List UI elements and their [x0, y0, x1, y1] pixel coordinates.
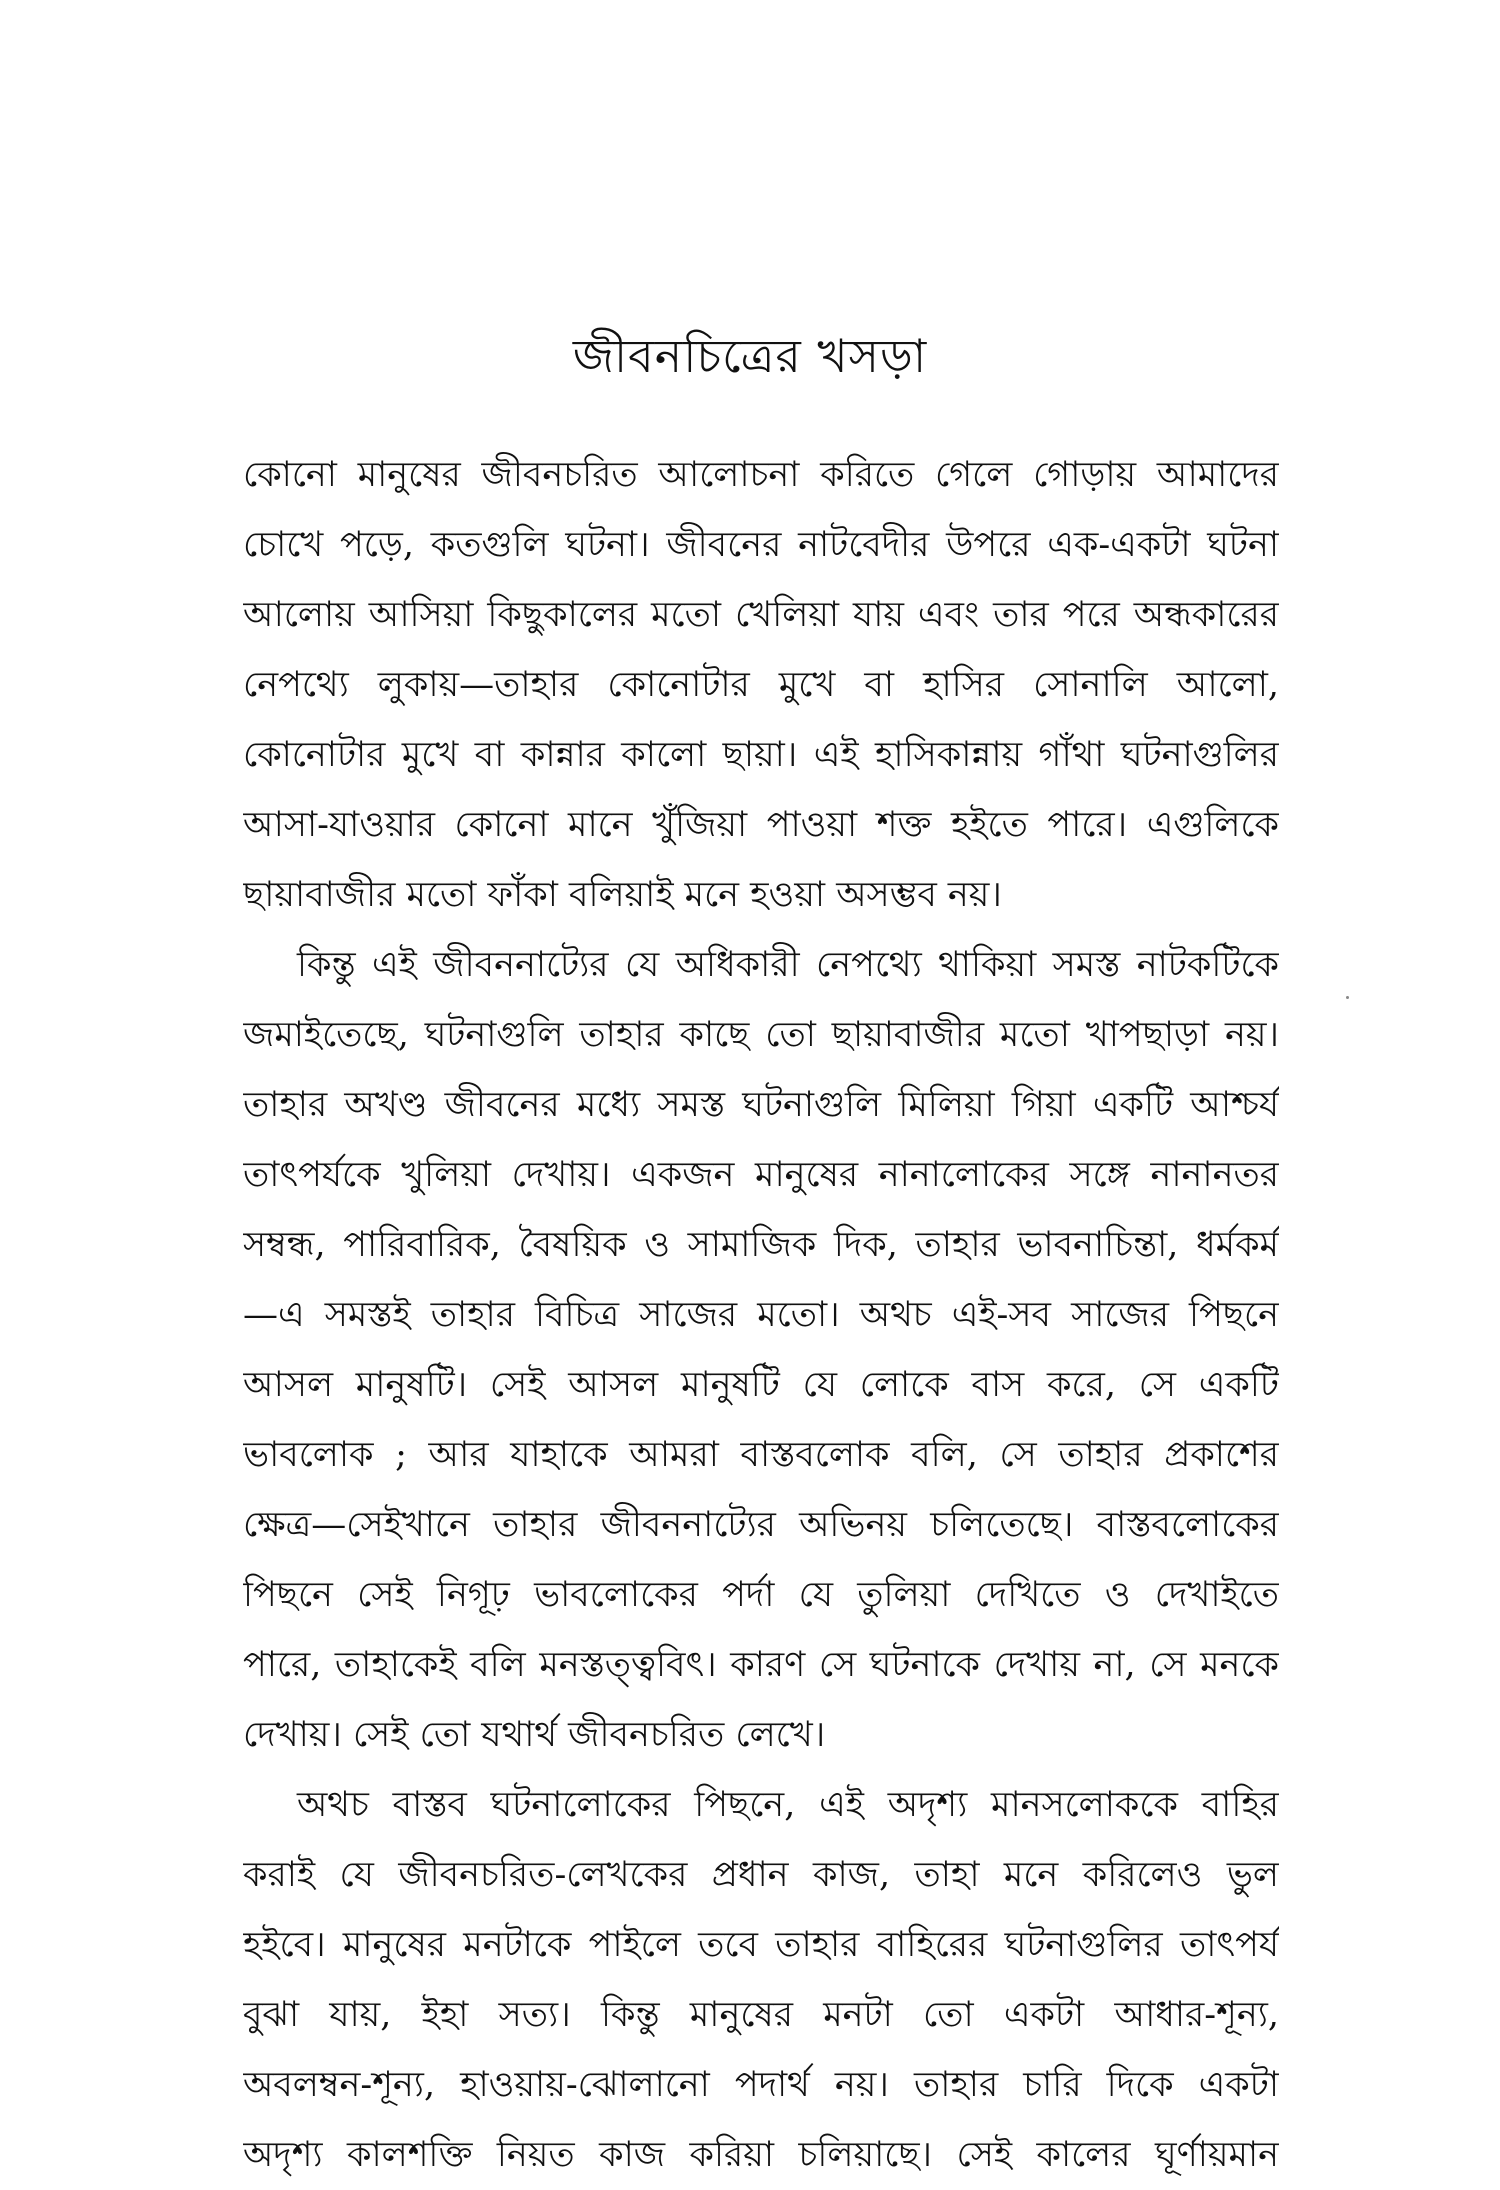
text-line: ভাবলোক ; আর যাহাকে আমরা বাস্তবলোক বলি, সে তাহার প্রকাশের — [243, 1435, 1279, 1475]
text-line: —এ সমস্তই তাহার বিচিত্র সাজের মতো। অথচ এই-সব সাজের পিছনে — [243, 1295, 1279, 1335]
text-line: আসা-যাওয়ার কোনো মানে খুঁজিয়া পাওয়া শক্ত হইতে পারে। এগুলিকে — [243, 805, 1279, 845]
paragraph-3 — [243, 1770, 1279, 2190]
text-line: করাই যে জীবনচরিত-লেখকের প্রধান কাজ, তাহা মনে করিলেও ভুল — [243, 1855, 1279, 1895]
text-line: জমাইতেছে, ঘটনাগুলি তাহার কাছে তো ছায়াবাজীর মতো খাপছাড়া নয়। — [243, 1015, 1279, 1055]
text-line: দেখায়। সেই তো যথার্থ জীবনচরিত লেখে। — [243, 1715, 826, 1755]
body-text — [243, 440, 1279, 2190]
text-line: বুঝা যায়, ইহা সত্য। কিন্তু মানুষের মনটা তো একটা আধার-শূন্য, — [243, 1995, 1279, 2035]
text-line: কিন্তু এই জীবননাট্যের যে অধিকারী নেপথ্যে থাকিয়া সমস্ত নাটকটিকে — [297, 945, 1279, 985]
scan-speck — [1346, 996, 1349, 999]
paragraph-1 — [243, 440, 1279, 930]
text-line: অথচ বাস্তব ঘটনালোকের পিছনে, এই অদৃশ্য মানসলোককে বাহির — [297, 1785, 1279, 1825]
text-line: চোখে পড়ে, কতগুলি ঘটনা। জীবনের নাটবেদীর উপরে এক-একটা ঘটনা — [243, 525, 1279, 565]
text-line: পিছনে সেই নিগূঢ় ভাবলোকের পর্দা যে তুলিয়া দেখিতে ও দেখাইতে — [243, 1575, 1279, 1615]
text-line: অদৃশ্য কালশক্তি নিয়ত কাজ করিয়া চলিয়াছে। সেই কালের ঘূর্ণায়মান — [243, 2135, 1279, 2175]
text-line: নেপথ্যে লুকায়—তাহার কোনোটার মুখে বা হাসির সোনালি আলো, — [243, 665, 1279, 705]
text-line: আসল মানুষটি। সেই আসল মানুষটি যে লোকে বাস করে, সে একটি — [243, 1365, 1279, 1405]
text-line: অবলম্বন-শূন্য, হাওয়ায়-ঝোলানো পদার্থ নয়। তাহার চারি দিকে একটা — [243, 2065, 1279, 2105]
paragraph-2 — [243, 930, 1279, 1770]
text-line: ক্ষেত্র—সেইখানে তাহার জীবননাট্যের অভিনয় চলিতেছে। বাস্তবলোকের — [243, 1505, 1279, 1545]
text-line: কোনো মানুষের জীবনচরিত আলোচনা করিতে গেলে গোড়ায় আমাদের — [243, 455, 1279, 495]
text-line: হইবে। মানুষের মনটাকে পাইলে তবে তাহার বাহিরের ঘটনাগুলির তাৎপর্য — [243, 1925, 1279, 1965]
text-line: আলোয় আসিয়া কিছুকালের মতো খেলিয়া যায় এবং তার পরে অন্ধকারের — [243, 595, 1279, 635]
text-line: কোনোটার মুখে বা কান্নার কালো ছায়া। এই হাসিকান্নায় গাঁথা ঘটনাগুলির — [243, 735, 1279, 775]
text-line: পারে, তাহাকেই বলি মনস্তত্ত্ববিৎ। কারণ সে ঘটনাকে দেখায় না, সে মনকে — [243, 1645, 1279, 1685]
text-line: ছায়াবাজীর মতো ফাঁকা বলিয়াই মনে হওয়া অসম্ভব নয়। — [243, 875, 1002, 915]
text-line: তাহার অখণ্ড জীবনের মধ্যে সমস্ত ঘটনাগুলি মিলিয়া গিয়া একটি আশ্চর্য — [243, 1085, 1279, 1125]
text-line: সম্বন্ধ, পারিবারিক, বৈষয়িক ও সামাজিক দিক, তাহার ভাবনাচিন্তা, ধর্মকর্ম — [243, 1225, 1279, 1265]
chapter-title: জীবনচিত্রের খসড়া — [572, 329, 928, 383]
text-line: তাৎপর্যকে খুলিয়া দেখায়। একজন মানুষের নানালোকের সঙ্গে নানানতর — [243, 1155, 1279, 1195]
